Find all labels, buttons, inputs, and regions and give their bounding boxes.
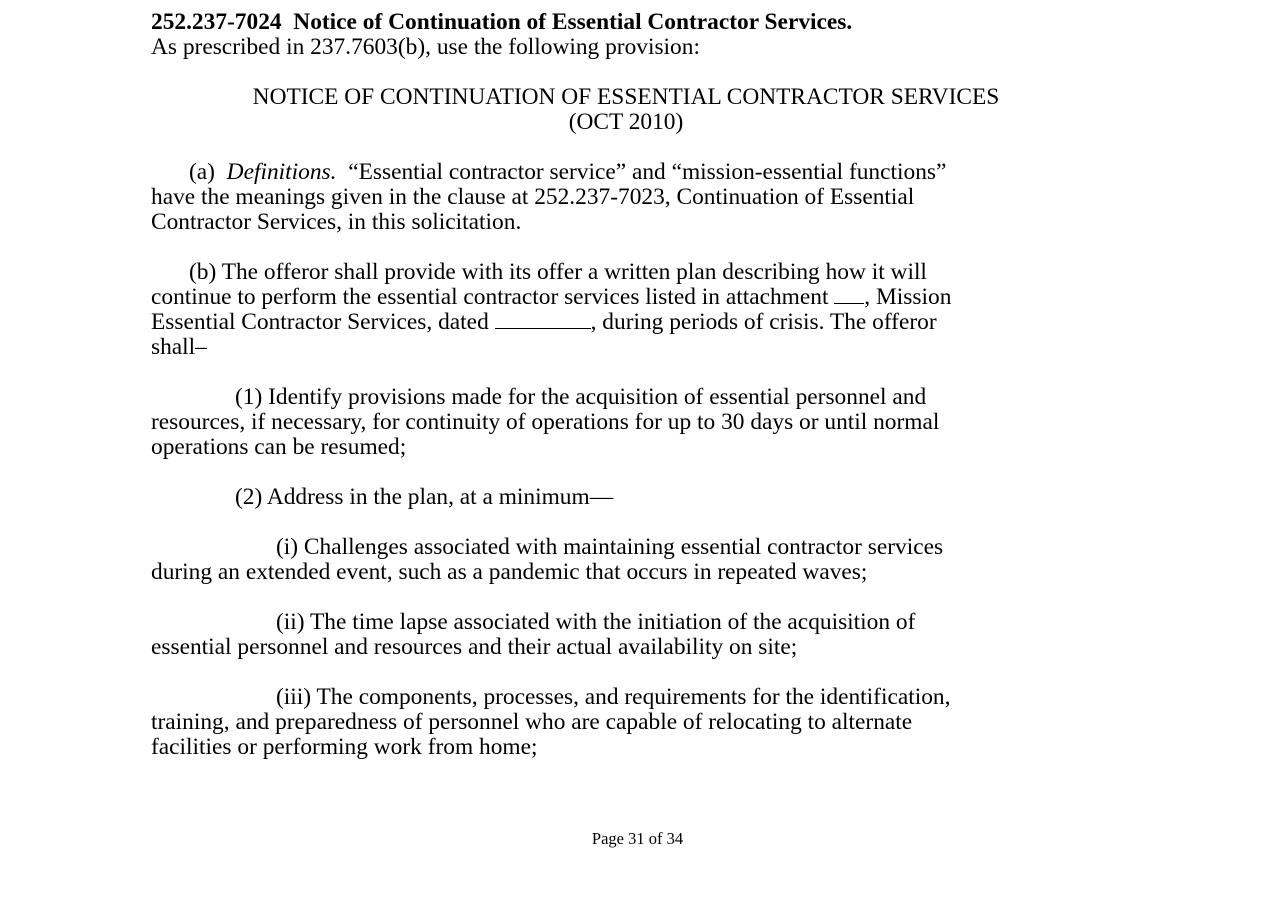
- paragraph-b1-line3: operations can be resumed;: [151, 434, 407, 460]
- paragraph-b-line2a: continue to perform the essential contractor services listed in attachment: [151, 284, 835, 310]
- paragraph-a-marker: (a): [189, 159, 215, 185]
- paragraph-b2iii-line3: facilities or performing work from home;: [151, 734, 538, 760]
- paragraph-b-line4: shall–: [151, 334, 207, 360]
- paragraph-b2i-line2: during an extended event, such as a pandemic that occurs in repeated waves;: [151, 559, 868, 585]
- paragraph-b2ii: [151, 610, 1111, 660]
- page-number: Page 31 of 34: [591, 829, 684, 848]
- clause-title-block: [151, 85, 1111, 135]
- paragraph-b1: [151, 385, 1111, 460]
- paragraph-b2ii-line1: (ii) The time lapse associated with the initiation of the acquisition of: [276, 609, 916, 635]
- section-title: Notice of Continuation of Essential Contractor Services.: [293, 9, 853, 35]
- section-heading: [151, 10, 1111, 35]
- attachment-blank: [834, 285, 864, 304]
- prescription-text: As prescribed in 237.7603(b), use the following provision:: [151, 34, 700, 60]
- paragraph-a-line1: “Essential contractor service” and “mission-essential functions”: [348, 159, 947, 185]
- paragraph-b2ii-line2: essential personnel and resources and their actual availability on site;: [151, 634, 798, 660]
- paragraph-a: [151, 160, 1111, 235]
- paragraph-a-line2: have the meanings given in the clause at 252.237-7023, Continuation of Essential: [151, 184, 915, 210]
- paragraph-b1-line1: (1) Identify provisions made for the acquisition of essential personnel and: [235, 384, 927, 410]
- paragraph-a-line3: Contractor Services, in this solicitation.: [151, 209, 522, 235]
- paragraph-b2i-line1: (i) Challenges associated with maintaining essential contractor services: [276, 534, 944, 560]
- paragraph-b1-line2: resources, if necessary, for continuity of operations for up to 30 days or until normal: [151, 409, 940, 435]
- paragraph-b2i: [151, 535, 1111, 585]
- paragraph-b-line1: (b) The offeror shall provide with its offer a written plan describing how it will: [189, 259, 927, 285]
- paragraph-b-line3a: Essential Contractor Services, dated: [151, 309, 495, 335]
- paragraph-b2-line1: (2) Address in the plan, at a minimum—: [235, 484, 614, 510]
- document-page: [151, 10, 1111, 760]
- paragraph-b: [151, 260, 1111, 360]
- clause-title: NOTICE OF CONTINUATION OF ESSENTIAL CONTRACTOR SERVICES: [252, 84, 1000, 110]
- paragraph-b-line3b: , during periods of crisis. The offeror: [590, 309, 937, 335]
- section-number: 252.237-7024: [151, 9, 282, 35]
- paragraph-b2iii: [151, 685, 1111, 760]
- paragraph-b-line2b: , Mission: [864, 284, 952, 310]
- paragraph-b2: [151, 485, 1111, 510]
- paragraph-b2iii-line1: (iii) The components, processes, and requirements for the identification,: [276, 684, 951, 710]
- paragraph-b2iii-line2: training, and preparedness of personnel who are capable of relocating to alternate: [151, 709, 913, 735]
- definitions-term: Definitions.: [226, 159, 337, 185]
- dated-blank: [495, 310, 591, 329]
- clause-date: (OCT 2010): [568, 109, 684, 135]
